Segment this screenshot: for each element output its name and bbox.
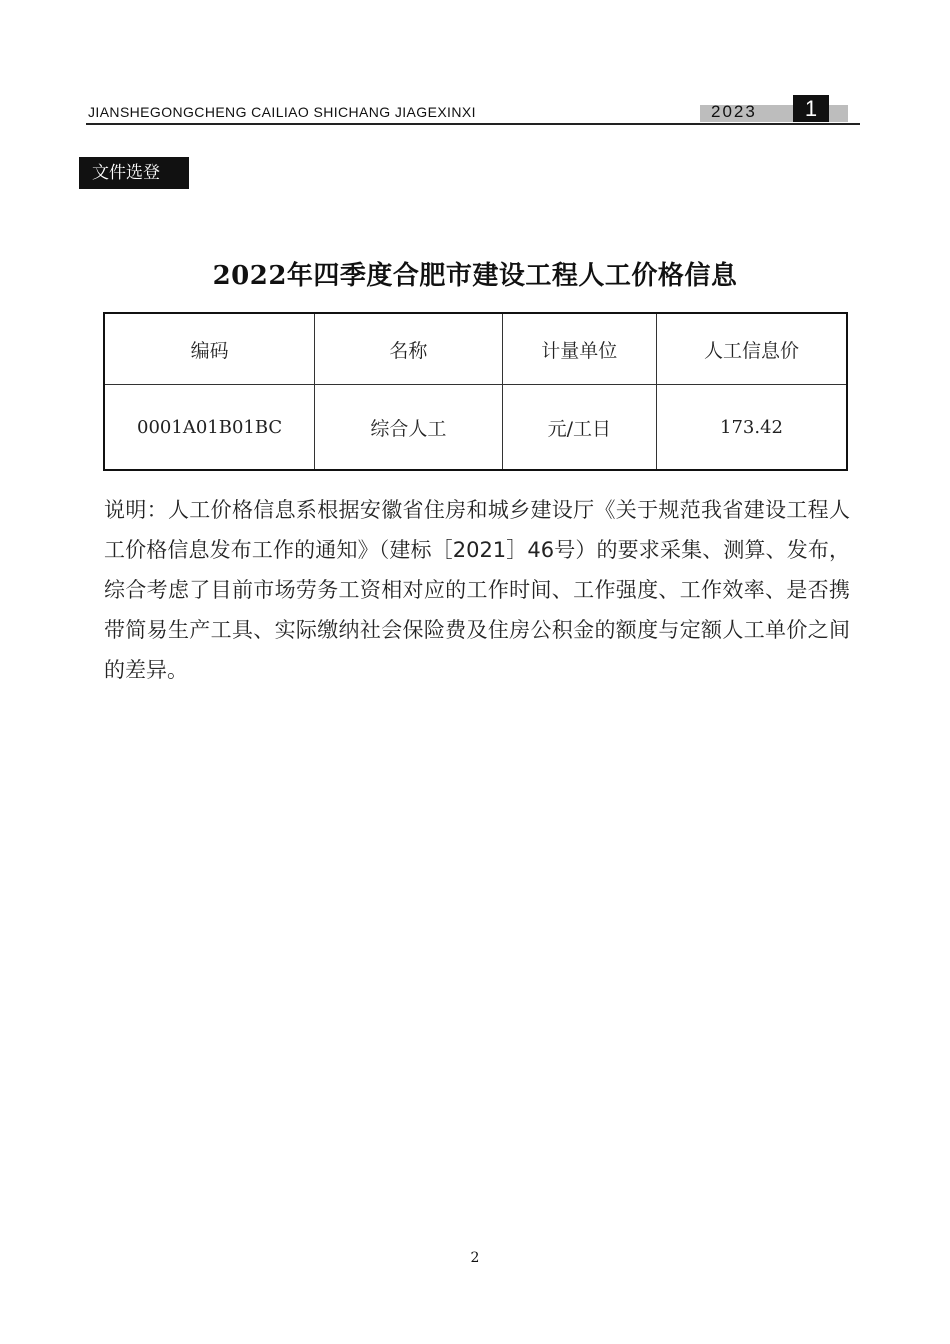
running-header: JIANSHEGONGCHENG CAILIAO SHICHANG JIAGEXINXI <box>88 104 476 120</box>
header-rule <box>86 123 860 125</box>
page-number: 2 <box>470 1250 480 1266</box>
cell-code: 0001A01B01BC <box>104 385 315 471</box>
section-tag: 文件选登 <box>79 157 189 189</box>
issue-number: 1 <box>793 95 829 122</box>
column-header-code: 编码 <box>104 313 315 385</box>
page-title: 2022年四季度合肥市建设工程人工价格信息 <box>212 261 738 291</box>
table-header-row <box>104 313 847 385</box>
cell-unit: 元/工日 <box>502 385 656 471</box>
column-header-price: 人工信息价 <box>657 313 848 385</box>
column-header-name: 名称 <box>315 313 502 385</box>
column-header-unit: 计量单位 <box>502 313 656 385</box>
cell-name: 综合人工 <box>315 385 502 471</box>
explanatory-note: 说明：人工价格信息系根据安徽省住房和城乡建设厅《关于规范我省建设工程人工价格信息发布工作的通知》（建标［2021］46号）的要求采集、测算、发布，综合考虑了目前市场劳务工资相对应的工作时间、工作强度、工作效率、是否携带简易生产工具、实际缴纳社会保险费及住房公积金的额度与定额人工单价之间的差异。 <box>104 498 850 682</box>
price-table <box>103 312 848 471</box>
cell-price: 173.42 <box>657 385 848 471</box>
year-label: 2023 <box>711 102 757 121</box>
table-row <box>104 385 847 471</box>
